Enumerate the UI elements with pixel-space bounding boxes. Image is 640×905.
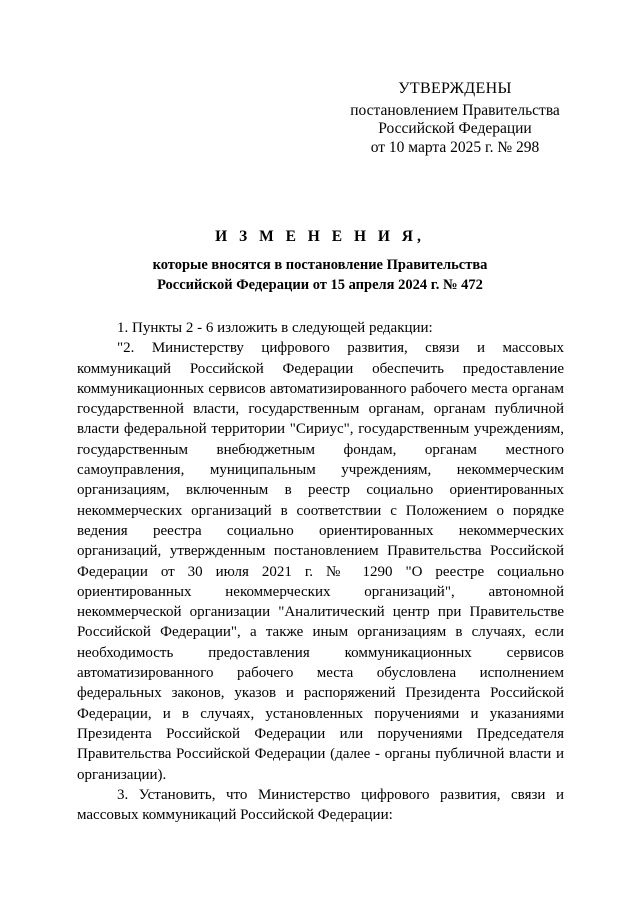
title-subtitle-line-2: Российской Федерации от 15 апреля 2024 г. № 472 xyxy=(157,277,483,293)
approval-line-3: от 10 марта 2025 г. № 298 xyxy=(370,138,540,156)
title-subtitle-line-1: которые вносятся в постановление Правительства xyxy=(152,257,488,273)
approval-line-2: Российской Федерации xyxy=(378,120,532,137)
approval-stamp xyxy=(330,80,580,157)
approval-line-1: постановлением Правительства xyxy=(350,101,560,119)
approval-heading: УТВЕРЖДЕНЫ xyxy=(398,80,512,97)
paragraph-2: "2. Министерству цифрового развития, связи и массовых коммуникаций Российской Федерации обеспечить предоставление коммуникационных сервисов автоматизированного рабочего места органам государственной власти, государственным органам, органам публичной власти федеральной территории "Сириус", государственным учреждениям, государственным внебюджетным фондам, органам местного самоуправления, муниципальным учреждениям, некоммерческим организациям, включенным в реестр социально ориентированных некоммерческих организаций в соответствии с Положением о порядке ведения реестра социально ориентированных некоммерческих организаций, утвержденным постановлением Правительства Российской Федерации от 30 июля 2021 г. № 1290 "О реестре социально ориентированных некоммерческих организаций", автономной некоммерческой организации "Аналитический центр при Правительстве Российской Федерации", а также иным организациям в случаях, если необходимость предоставления коммуникационных сервисов автоматизированного рабочего места обусловлена исполнением федеральных законов, указов и распоряжений Президента Российской Федерации, и в случаях, установленных поручениями и указаниями Президента Российской Федерации или поручениями Председателя Правительства Российской Федерации (далее - органы публичной власти и организации). xyxy=(77,340,564,783)
document-title xyxy=(70,228,570,295)
title-main: И З М Е Н Е Н И Я, xyxy=(215,228,425,245)
paragraph-1: 1. Пункты 2 - 6 изложить в следующей редакции: xyxy=(117,320,433,336)
document-body xyxy=(77,318,564,825)
paragraph-3: 3. Установить, что Министерство цифрового развития, связи и массовых коммуникаций Российской Федерации: xyxy=(77,786,564,824)
